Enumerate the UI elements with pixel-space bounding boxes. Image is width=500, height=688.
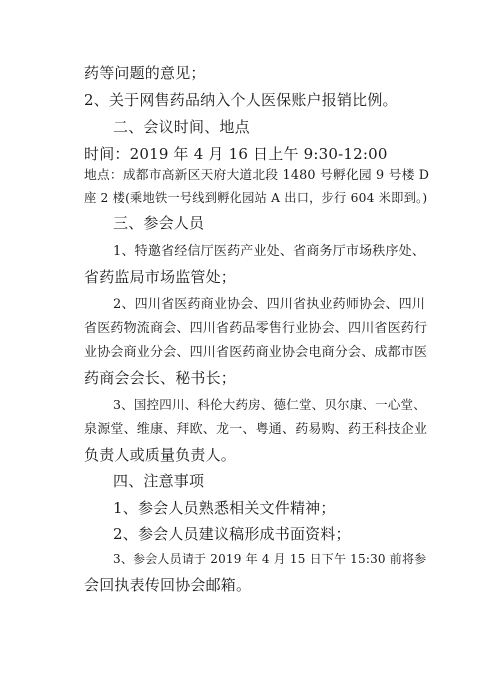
meeting-time: 时间：2019 年 4 月 16 日上午 9:30-12:00 — [84, 145, 388, 163]
text-line: 3、参会人员请于 2019 年 4 月 15 日下午 15:30 前将参 — [113, 552, 427, 566]
text-line: 省医药物流商会、四川省药品零售行业协会、四川省医药行 — [84, 321, 428, 336]
text-line: 2、四川省医药商业协会、四川省执业药师协会、四川 — [113, 297, 426, 312]
text-line: 3、国控四川、科伦大药房、德仁堂、贝尔康、一心堂、 — [113, 397, 426, 412]
text-line: 泉源堂、维康、拜欧、龙一、粤通、药易购、药王科技企业 — [84, 422, 428, 437]
section-heading: 四、注意事项 — [113, 472, 205, 490]
text-line: 业协会商业分会、四川省医药商业协会电商分会、成都市医 — [84, 345, 428, 360]
text-line: 1、特邀省经信厅医药产业处、省商务厅市场秩序处、 — [113, 244, 426, 259]
text-line: 药商会会长、秘书长； — [84, 369, 237, 387]
section-heading: 二、会议时间、地点 — [113, 118, 250, 136]
text-line: 负责人或质量负责人。 — [84, 446, 237, 464]
text-line: 2、参会人员建议稿形成书面资料； — [113, 525, 351, 543]
text-line: 会回执表传回协会邮箱。 — [84, 576, 252, 594]
text-line: 1、参会人员熟悉相关文件精神； — [113, 499, 336, 517]
text-line: 省药监局市场监管处； — [84, 268, 237, 286]
meeting-location: 地点：成都市高新区天府大道北段 1480 号孵化园 9 号楼 D — [84, 168, 430, 183]
text-line: 2、关于网售药品纳入个人医保账户报销比例。 — [84, 91, 398, 109]
section-heading: 三、参会人员 — [113, 214, 205, 232]
meeting-location-cont: 座 2 楼(乘地铁一号线到孵化园站 A 出口，步行 604 米即到。) — [84, 191, 428, 205]
text-line: 药等问题的意见； — [84, 64, 206, 82]
